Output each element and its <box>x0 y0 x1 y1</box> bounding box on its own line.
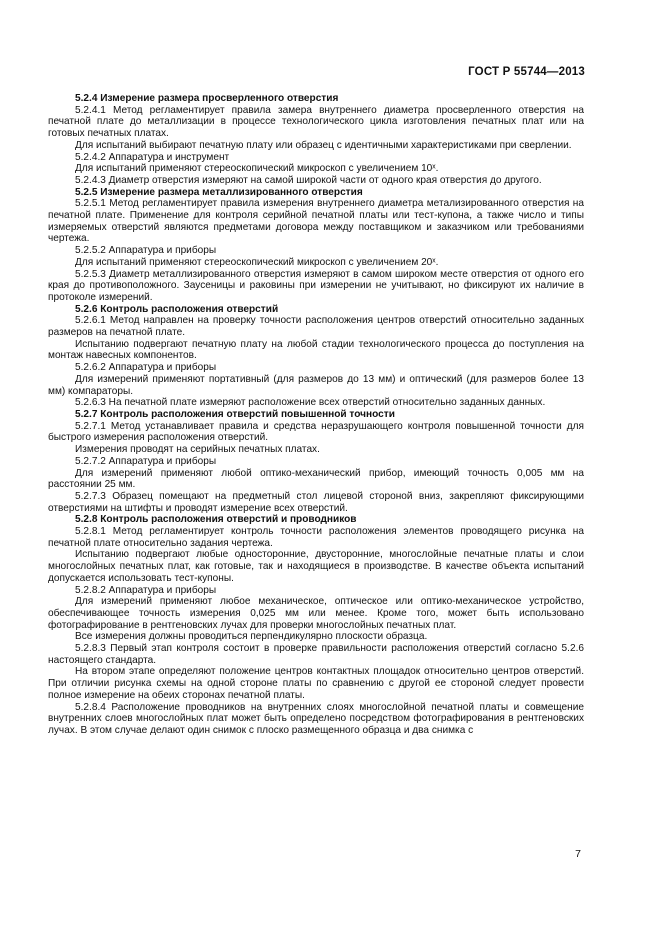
paragraph: 5.2.6.3 На печатной плате измеряют расположение всех отверстий относительно заданных данных. <box>75 397 546 409</box>
paragraph: На втором этапе определяют положение центров контактных площадок относительно центров отверстий. При отличии рисунка схемы на одной стороне платы по сравнению с другой ее стороной следует провести полное измерение на обеих сторонах печатной платы. <box>48 666 584 701</box>
section-heading: 5.2.8 Контроль расположения отверстий и проводников <box>75 514 357 526</box>
document-body <box>48 93 584 737</box>
paragraph: 5.2.6.1 Метод направлен на проверку точности расположения центров отверстий относительно заданных размеров на печатной плате. <box>48 315 584 339</box>
paragraph: 5.2.5.3 Диаметр металлизированного отверстия измеряют в самом широком месте отверстия от одного его края до противоположного. Заусеницы и раковины при измерении не учитывают, но фиксируют их наличие в протоколе измерений. <box>48 268 584 303</box>
document-code: ГОСТ Р 55744—2013 <box>468 66 585 78</box>
paragraph: 5.2.5.1 Метод регламентирует правила измерения внутреннего диаметра метализированного отверстия на печатной плате. Применение для контроля серийной печатной платы или тест-купона, а также число и типы измеряемых отверстий являются предметами договора между поставщиком и заказчиком или требованиями чертежа. <box>48 198 584 245</box>
paragraph: 5.2.4.3 Диаметр отверстия измеряют на самой широкой части от одного края отверстия до другого. <box>75 174 542 186</box>
paragraph: Измерения проводят на серийных печатных платах. <box>75 444 320 456</box>
paragraph: 5.2.4.1 Метод регламентирует правила замера внутреннего диаметра просверленного отверстия на печатной плате до металлизации в процессе технологического цикла изготовления печатных плат или на готовых печатных платах. <box>48 104 584 140</box>
paragraph: Все измерения должны проводиться перпендикулярно плоскости образца. <box>75 631 428 643</box>
paragraph: 5.2.8.4 Расположение проводников на внутренних слоях многослойной печатной платы и совмещение внутренних слоев многослойных плат может быть определено посредством фотографирования в рентгеновских лучах. В этом случае делают один снимок с плоско размещенного образца и два снимка с <box>48 701 584 736</box>
paragraph: 5.2.7.3 Образец помещают на предметный стол лицевой стороной вниз, закрепляют фиксирующими отверстиями на штифты и проводят измерение всех отверстий. <box>48 490 584 514</box>
section-heading: 5.2.5 Измерение размера металлизированного отверстия <box>75 186 363 198</box>
paragraph: Для испытаний применяют стереоскопический микроскоп с увеличением 10ˣ. <box>75 163 439 175</box>
section-heading: 5.2.6 Контроль расположения отверстий <box>75 303 279 315</box>
page-number: 7 <box>575 848 581 860</box>
section-heading: 5.2.7 Контроль расположения отверстий повышенной точности <box>75 408 395 420</box>
paragraph: 5.2.8.2 Аппаратура и приборы <box>75 584 217 596</box>
paragraph: Испытанию подвергают печатную плату на любой стадии технологического процесса до поступления на монтаж навесных компонентов. <box>48 338 584 362</box>
paragraph: 5.2.7.1 Метод устанавливает правила и средства неразрушающего контроля повышенной точности для быстрого измерения расположения отверстий. <box>48 420 584 444</box>
paragraph: 5.2.8.1 Метод регламентирует контроль точности расположения элементов проводящего рисунка на печатной плате относительно задания чертежа. <box>48 526 584 549</box>
section-heading: 5.2.4 Измерение размера просверленного отверстия <box>75 93 339 104</box>
paragraph: 5.2.7.2 Аппаратура и приборы <box>75 455 217 467</box>
paragraph: Для испытаний применяют стереоскопический микроскоп с увеличением 20ˣ. <box>75 256 439 268</box>
paragraph: 5.2.4.2 Аппаратура и инструмент <box>75 151 230 163</box>
paragraph: Для измерений применяют любое механическое, оптическое или оптико-механическое устройство, обеспечивающее точность измерения 0,025 мм или менее. Кроме того, может быть использовано фотографирование в рентгеновских лучах для проверки многослойных печатных плат. <box>48 596 584 631</box>
paragraph: 5.2.6.2 Аппаратура и приборы <box>75 362 217 374</box>
paragraph: Для измерений применяют портативный (для размеров до 13 мм) и оптический (для размеров более 13 мм) компараторы. <box>48 373 584 397</box>
paragraph: Для испытаний выбирают печатную плату или образец с идентичными характеристиками при сверлении. <box>75 139 572 151</box>
paragraph: 5.2.8.3 Первый этап контроля состоит в проверке правильности расположения отверстий согласно 5.2.6 настоящего стандарта. <box>48 643 584 666</box>
paragraph: 5.2.5.2 Аппаратура и приборы <box>75 245 217 257</box>
paragraph: Для измерений применяют любой оптико-механический прибор, имеющий точность 0,005 мм на расстоянии 25 мм. <box>48 467 584 491</box>
paragraph: Испытанию подвергают любые односторонние, двусторонние, многослойные печатные платы и слои многослойных печатных плат, как готовые, так и находящиеся в производстве. В качестве объекта испытаний допускается использовать тест-купоны. <box>48 549 584 584</box>
